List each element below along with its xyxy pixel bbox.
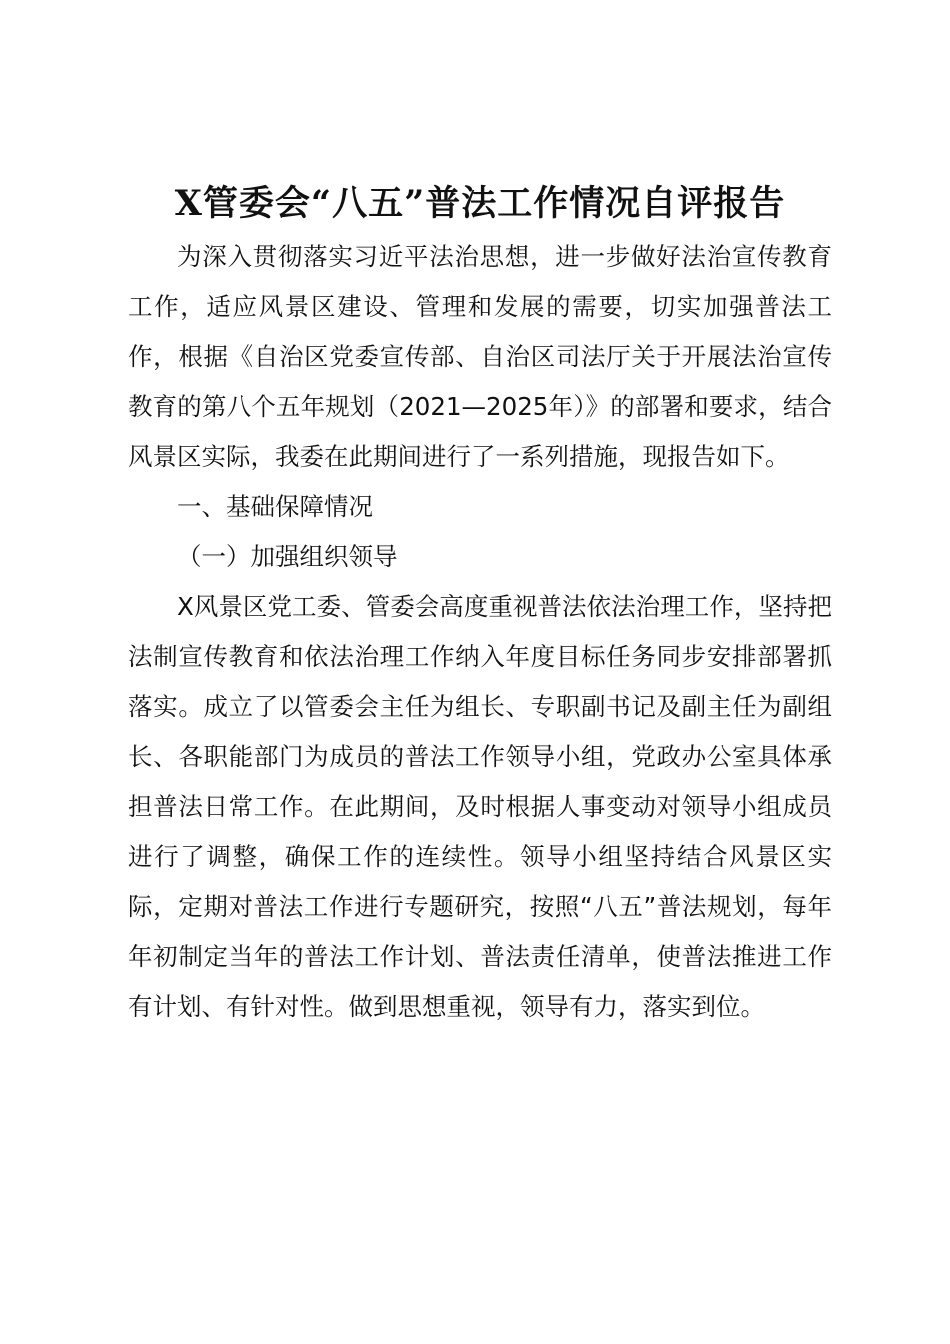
subsection-heading-organization: （一）加强组织领导	[177, 542, 398, 571]
document-body	[128, 182, 832, 1032]
document-title: X管委会“八五”普法工作情况自评报告	[174, 183, 786, 224]
body-paragraph-organization: X风景区党工委、管委会高度重视普法依法治理工作，坚持把法制宣传教育和依法治理工作纳入年度目标任务同步安排部署抓落实。成立了以管委会主任为组长、专职副书记及副主任为副组长、各职能部门为成员的普法工作领导小组，党政办公室具体承担普法日常工作。在此期间，及时根据人事变动对领导小组成员进行了调整，确保工作的连续性。领导小组坚持结合风景区实际，定期对普法工作进行专题研究，按照“八五”普法规划，每年年初制定当年的普法工作计划、普法责任清单，使普法推进工作有计划、有针对性。做到思想重视，领导有力，落实到位。	[128, 592, 832, 1021]
intro-paragraph: 为深入贯彻落实习近平法治思想，进一步做好法治宣传教育工作，适应风景区建设、管理和发展的需要，切实加强普法工作，根据《自治区党委宣传部、自治区司法厅关于开展法治宣传教育的第八个五年规划（2021—2025年）》的部署和要求，结合风景区实际，我委在此期间进行了一系列措施，现报告如下。	[128, 242, 832, 471]
section-heading-basic-guarantee: 一、基础保障情况	[177, 492, 373, 521]
